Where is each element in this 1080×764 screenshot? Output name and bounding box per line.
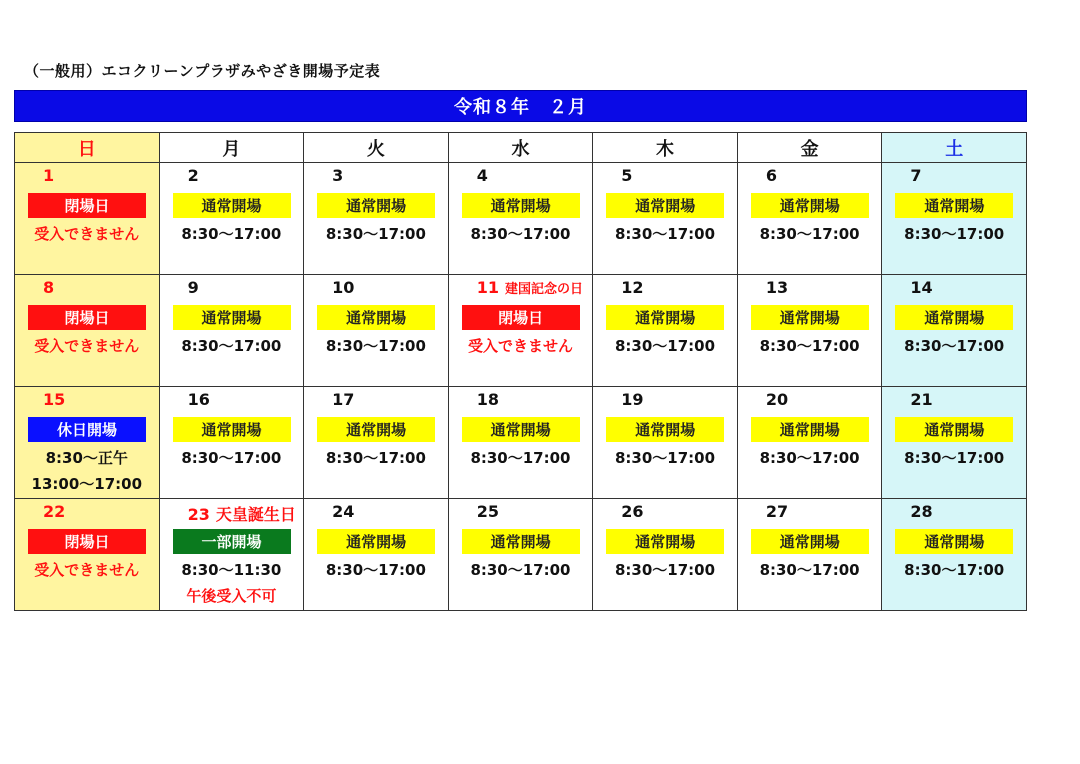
status-badge-normal: 通常開場: [317, 529, 435, 554]
day-number-text: 24: [332, 502, 355, 521]
day-number-text: 4: [476, 166, 488, 185]
hours-text: 8:30～17:00: [615, 337, 716, 355]
hours-text: 8:30～17:00: [615, 449, 716, 467]
hours-text: 8:30～17:00: [470, 449, 571, 467]
hours-text: 8:30～17:00: [759, 225, 860, 243]
day-number-text: 14: [910, 278, 933, 297]
day-number-text: 22: [43, 502, 66, 521]
day-number-text: 23: [187, 505, 210, 524]
day-number-text: 11: [476, 278, 499, 297]
hours-text: 8:30～17:00: [904, 449, 1005, 467]
day-number-text: 18: [476, 390, 499, 409]
day-number-text: 6: [765, 166, 777, 185]
day-number-text: 7: [910, 166, 922, 185]
calendar-day-cell: [15, 163, 160, 275]
day-number-text: 5: [621, 166, 633, 185]
day-number: [332, 166, 343, 185]
status-badge-normal: 通常開場: [317, 417, 435, 442]
status-badge-normal: 通常開場: [462, 417, 580, 442]
day-number: [621, 278, 643, 297]
hours-text: 8:30～17:00: [181, 449, 282, 467]
day-number-text: 13: [765, 278, 789, 297]
calendar-day-cell: [593, 387, 738, 499]
calendar-day-cell: [448, 275, 593, 387]
status-badge-normal: 通常開場: [751, 193, 869, 218]
status-badge-normal: 通常開場: [606, 193, 724, 218]
day-number-text: 1: [43, 166, 55, 185]
hours-text: 8:30～17:00: [470, 561, 571, 579]
weekday-header-wed: 水: [448, 133, 593, 163]
day-number-text: 16: [187, 390, 210, 409]
calendar-day-cell: [304, 499, 449, 611]
status-badge-normal: 通常開場: [462, 193, 580, 218]
weekday-header-sun: 日: [15, 133, 160, 163]
calendar-day-cell: [737, 387, 882, 499]
day-number: [621, 502, 643, 521]
day-number: [766, 166, 777, 185]
status-badge-normal: 通常開場: [173, 417, 291, 442]
calendar-week-row: [15, 499, 1027, 611]
hours-text: 8:30～17:00: [325, 561, 426, 579]
day-number-text: 17: [332, 390, 355, 409]
calendar-week-row: [15, 387, 1027, 499]
calendar-day-cell: [882, 163, 1027, 275]
calendar-day-cell: [304, 275, 449, 387]
day-number: [766, 502, 788, 521]
status-badge-normal: 通常開場: [606, 529, 724, 554]
calendar-week-row: [15, 275, 1027, 387]
calendar-day-cell: [304, 163, 449, 275]
day-number: [477, 278, 583, 297]
day-number: [188, 390, 210, 409]
hours-text: 8:30～17:00: [325, 337, 426, 355]
status-badge-normal: 通常開場: [751, 305, 869, 330]
day-number-text: 10: [332, 278, 355, 297]
status-badge-partial: 一部開場: [173, 529, 291, 554]
day-number: [332, 278, 354, 297]
hours-text: 8:30～17:00: [759, 337, 860, 355]
weekday-header-row: [15, 133, 1027, 163]
calendar-day-cell: [737, 163, 882, 275]
hours-text: 8:30～17:00: [759, 561, 860, 579]
status-badge-normal: 通常開場: [751, 417, 869, 442]
status-badge-normal: 通常開場: [895, 417, 1013, 442]
month-banner: 令和８年 ２月: [14, 90, 1027, 122]
hours-text: 8:30～17:00: [181, 337, 282, 355]
calendar-day-cell: [304, 387, 449, 499]
hours-text: 8:30～17:00: [615, 561, 716, 579]
hours-text: 8:30～11:30: [181, 561, 282, 579]
status-badge-normal: 通常開場: [173, 305, 291, 330]
hours-text: 8:30～17:00: [759, 449, 860, 467]
day-number: [188, 502, 296, 525]
hours-text: 8:30～17:00: [615, 225, 716, 243]
status-badge-normal: 通常開場: [606, 305, 724, 330]
day-number: [910, 502, 932, 521]
day-number: [43, 390, 65, 409]
day-number: [43, 502, 65, 521]
day-number-text: 26: [621, 502, 644, 521]
status-badge-closed: 閉場日: [28, 305, 146, 330]
calendar-day-cell: [159, 387, 304, 499]
day-number-text: 19: [621, 390, 644, 409]
weekday-header-thu: 木: [593, 133, 738, 163]
holiday-name: 建国記念の日: [504, 282, 583, 297]
calendar-day-cell: [737, 499, 882, 611]
day-number-text: 12: [621, 278, 644, 297]
status-badge-closed: 閉場日: [28, 193, 146, 218]
day-number: [332, 390, 354, 409]
calendar-day-cell: [882, 387, 1027, 499]
calendar-day-cell: [593, 163, 738, 275]
hours-text: 受入できません: [34, 225, 140, 243]
calendar-day-cell: [448, 163, 593, 275]
calendar-day-cell: [15, 275, 160, 387]
calendar-day-cell: [882, 499, 1027, 611]
day-number-text: 9: [187, 278, 199, 297]
calendar-day-cell: [737, 275, 882, 387]
status-badge-normal: 通常開場: [895, 305, 1013, 330]
hours-text: 8:30～17:00: [325, 449, 426, 467]
holiday-name: 天皇誕生日: [215, 505, 296, 524]
day-number-text: 8: [43, 278, 55, 297]
hours-note-text: 13:00～17:00: [31, 475, 143, 493]
weekday-header-mon: 月: [159, 133, 304, 163]
hours-text: 受入できません: [34, 561, 140, 579]
status-badge-holiday-open: 休日開場: [28, 417, 146, 442]
day-number-text: 27: [765, 502, 789, 521]
weekday-header-fri: 金: [737, 133, 882, 163]
hours-text: 8:30～17:00: [904, 561, 1005, 579]
day-number: [766, 390, 788, 409]
hours-text: 8:30～17:00: [904, 337, 1005, 355]
hours-text: 8:30～17:00: [470, 225, 571, 243]
day-number: [910, 390, 932, 409]
calendar-day-cell: [159, 275, 304, 387]
calendar-day-cell: [15, 499, 160, 611]
day-number-text: 21: [910, 390, 933, 409]
calendar-week-row: [15, 163, 1027, 275]
day-number-text: 20: [765, 390, 789, 409]
status-badge-normal: 通常開場: [317, 305, 435, 330]
status-badge-closed: 閉場日: [28, 529, 146, 554]
day-number: [332, 502, 354, 521]
day-number-text: 28: [910, 502, 933, 521]
day-number: [477, 166, 488, 185]
status-badge-normal: 通常開場: [173, 193, 291, 218]
status-badge-normal: 通常開場: [462, 529, 580, 554]
day-number: [477, 502, 499, 521]
calendar-day-cell: [159, 499, 304, 611]
calendar-day-cell: [593, 499, 738, 611]
day-number-text: 3: [332, 166, 344, 185]
hours-text: 受入できません: [467, 337, 573, 355]
day-number: [621, 390, 643, 409]
calendar-day-cell: [448, 499, 593, 611]
day-number-text: 15: [43, 390, 66, 409]
status-badge-normal: 通常開場: [606, 417, 724, 442]
page-title: （一般用）エコクリーンプラザみやざき開場予定表: [24, 62, 381, 80]
day-number: [477, 390, 499, 409]
hours-text: 8:30～17:00: [181, 225, 282, 243]
hours-text: 8:30～17:00: [904, 225, 1005, 243]
calendar-day-cell: [882, 275, 1027, 387]
day-number-text: 2: [187, 166, 199, 185]
day-number: [766, 278, 788, 297]
day-number: [43, 278, 54, 297]
calendar-day-cell: [15, 387, 160, 499]
calendar-table: [14, 132, 1027, 611]
day-number: [910, 166, 921, 185]
status-badge-normal: 通常開場: [895, 193, 1013, 218]
calendar-day-cell: [159, 163, 304, 275]
day-number: [188, 278, 199, 297]
status-badge-closed: 閉場日: [462, 305, 580, 330]
day-number: [910, 278, 932, 297]
status-badge-normal: 通常開場: [317, 193, 435, 218]
day-number: [188, 166, 199, 185]
weekday-header-tue: 火: [304, 133, 449, 163]
hours-text: 8:30～17:00: [325, 225, 426, 243]
calendar-day-cell: [448, 387, 593, 499]
day-number-text: 25: [476, 502, 499, 521]
status-badge-normal: 通常開場: [895, 529, 1013, 554]
day-number: [621, 166, 632, 185]
hours-text: 8:30～正午: [45, 449, 128, 467]
hours-note-text: 午後受入不可: [186, 587, 277, 605]
hours-text: 受入できません: [34, 337, 140, 355]
day-number: [43, 166, 54, 185]
status-badge-normal: 通常開場: [751, 529, 869, 554]
calendar-day-cell: [593, 275, 738, 387]
weekday-header-sat: 土: [882, 133, 1027, 163]
